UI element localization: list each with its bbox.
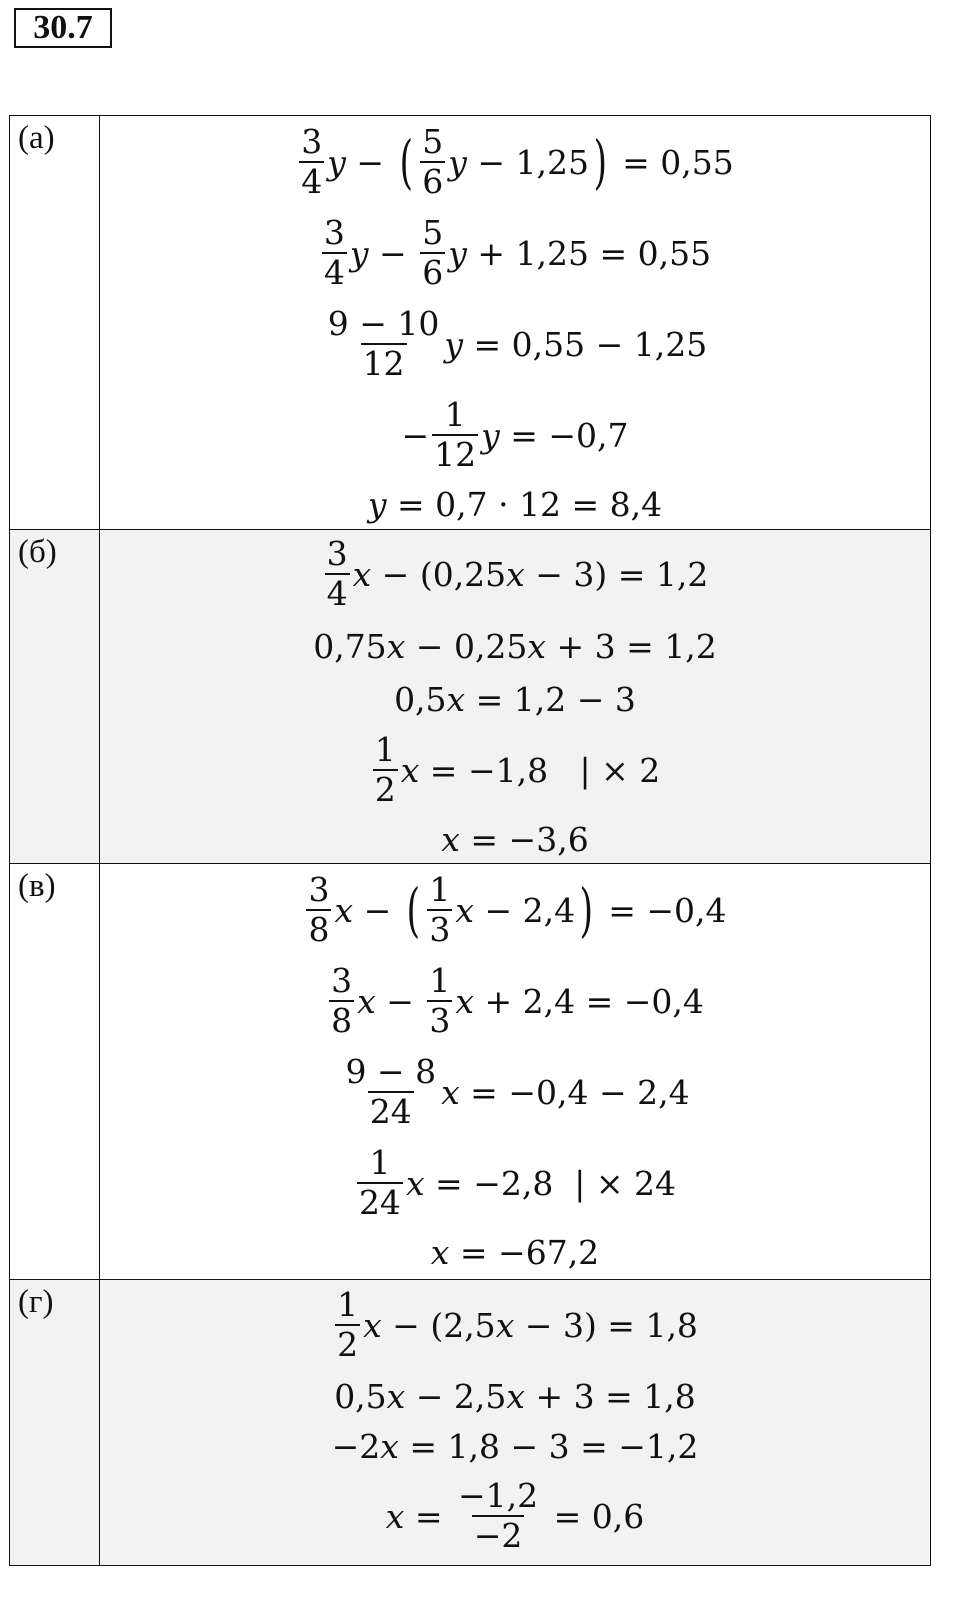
equation-line: 9 − 8 24 x = −0,4 − 2,4 bbox=[345, 1052, 690, 1131]
math-cell bbox=[100, 116, 931, 530]
table-row bbox=[10, 530, 931, 864]
table-row bbox=[10, 1280, 931, 1566]
solution-table bbox=[9, 115, 931, 1566]
equation-line: − 1 12 y = −0,7 bbox=[401, 395, 629, 474]
equation-line: 9 − 10 12 y = 0,55 − 1,25 bbox=[327, 304, 708, 383]
equation-line: 3 4 y − 5 6 y + 1,25 = 0,55 bbox=[323, 213, 712, 292]
equation-line: 0,5 x = 1,2 − 3 bbox=[394, 679, 636, 719]
equation-line: x = −67,2 bbox=[430, 1232, 600, 1272]
equation-line: −2 x = 1,8 − 3 = −1,2 bbox=[331, 1426, 699, 1466]
equation-line: 1 2 x = −1,8 | × 2 bbox=[374, 730, 661, 809]
equation-line: 3 4 x − (0,25 x − 3) = 1,2 bbox=[326, 534, 709, 613]
equation-line: 1 24 x = −2,8 | × 24 bbox=[358, 1143, 677, 1222]
row-label: (в) bbox=[10, 864, 100, 1280]
problem-number: 30.7 bbox=[14, 8, 112, 48]
row-label: (г) bbox=[10, 1280, 100, 1566]
math-cell bbox=[100, 864, 931, 1280]
equation-line: 3 8 x − ( 1 3 x − 2,4 ) = −0,4 bbox=[308, 870, 727, 949]
equation-line: x = −1,2 −2 = 0,6 bbox=[385, 1476, 645, 1555]
equation-line: 3 4 y − ( 5 6 y − 1,25 ) = 0,55 bbox=[301, 122, 734, 201]
table-row bbox=[10, 116, 931, 530]
row-label: (а) bbox=[10, 116, 100, 530]
math-cell bbox=[100, 530, 931, 864]
table-row bbox=[10, 864, 931, 1280]
equation-line: 3 8 x − 1 3 x + 2,4 = −0,4 bbox=[331, 961, 704, 1040]
equation-line: y = 0,7 · 12 = 8,4 bbox=[367, 484, 663, 524]
equation-line: x = −3,6 bbox=[441, 819, 589, 859]
row-label: (б) bbox=[10, 530, 100, 864]
equation-line: 0,5 x − 2,5 x + 3 = 1,8 bbox=[334, 1376, 696, 1416]
math-cell bbox=[100, 1280, 931, 1566]
equation-line: 1 2 x − (2,5 x − 3) = 1,8 bbox=[337, 1285, 698, 1364]
equation-line: 0,75 x − 0,25 x + 3 = 1,2 bbox=[313, 626, 717, 666]
